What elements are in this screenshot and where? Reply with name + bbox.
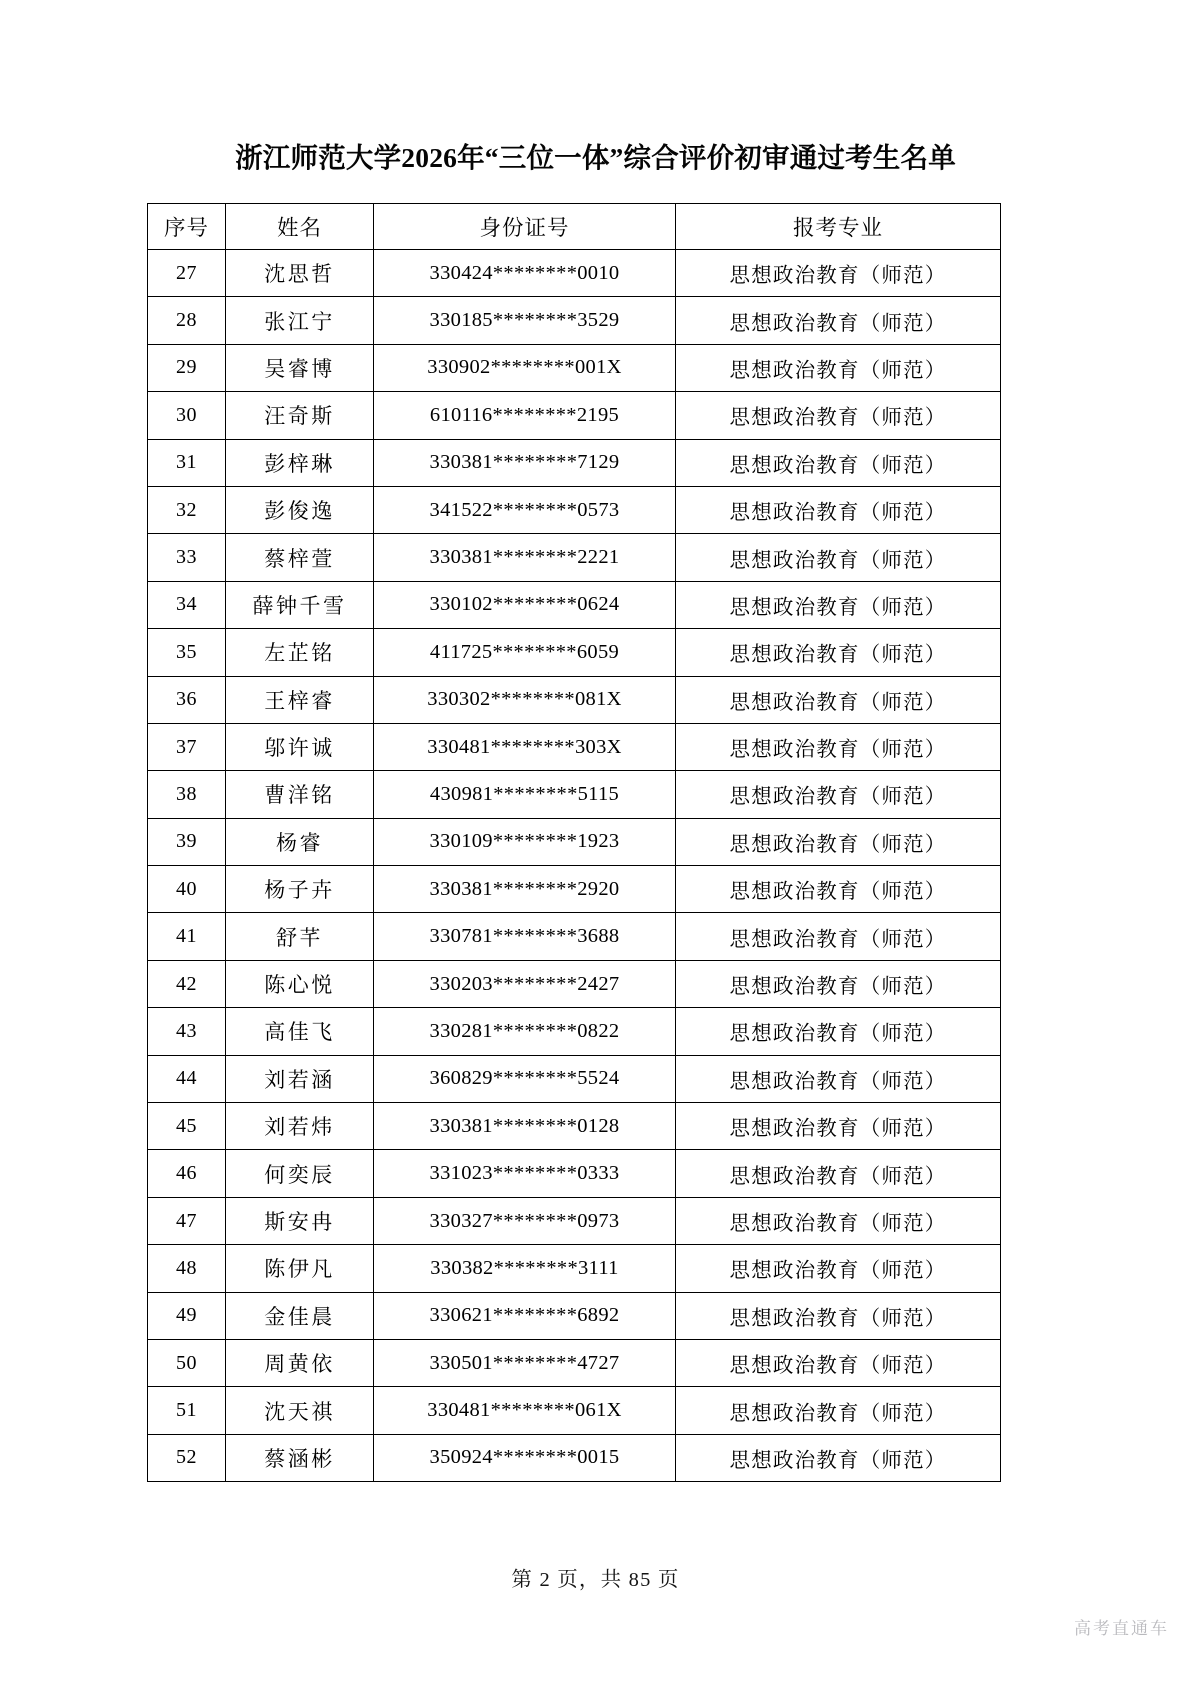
cell-id-number: 330781********3688 [374,913,676,960]
cell-index: 34 [148,581,226,628]
cell-id-number: 330109********1923 [374,818,676,865]
cell-index: 48 [148,1245,226,1292]
cell-id-number: 330902********001X [374,344,676,391]
cell-index: 46 [148,1150,226,1197]
cell-name: 王梓睿 [226,676,374,723]
cell-index: 39 [148,818,226,865]
cell-index: 49 [148,1292,226,1339]
cell-id-number: 350924********0015 [374,1434,676,1481]
cell-major: 思想政治教育（师范） [676,250,1001,297]
table-row [148,392,1001,439]
table-row [148,960,1001,1007]
table-row [148,1245,1001,1292]
cell-index: 31 [148,439,226,486]
column-header-index: 序号 [148,204,226,250]
cell-name: 杨睿 [226,818,374,865]
cell-index: 40 [148,866,226,913]
cell-major: 思想政治教育（师范） [676,1103,1001,1150]
cell-name: 汪奇斯 [226,392,374,439]
table-row [148,297,1001,344]
cell-id-number: 330381********2221 [374,534,676,581]
cell-name: 蔡涵彬 [226,1434,374,1481]
cell-index: 42 [148,960,226,1007]
cell-id-number: 330381********2920 [374,866,676,913]
cell-major: 思想政治教育（师范） [676,629,1001,676]
table-row [148,723,1001,770]
cell-index: 30 [148,392,226,439]
candidate-roster-table [147,203,1001,1482]
cell-name: 高佳飞 [226,1008,374,1055]
cell-major: 思想政治教育（师范） [676,439,1001,486]
cell-id-number: 330501********4727 [374,1339,676,1386]
cell-id-number: 411725********6059 [374,629,676,676]
table-row [148,913,1001,960]
cell-index: 36 [148,676,226,723]
cell-name: 何奕辰 [226,1150,374,1197]
cell-major: 思想政治教育（师范） [676,866,1001,913]
cell-index: 44 [148,1055,226,1102]
cell-name: 沈思哲 [226,250,374,297]
cell-major: 思想政治教育（师范） [676,960,1001,1007]
cell-name: 张江宁 [226,297,374,344]
table-row [148,1197,1001,1244]
cell-id-number: 331023********0333 [374,1150,676,1197]
cell-name: 杨子卉 [226,866,374,913]
cell-index: 51 [148,1387,226,1434]
cell-index: 33 [148,534,226,581]
cell-major: 思想政治教育（师范） [676,534,1001,581]
cell-name: 彭俊逸 [226,486,374,533]
cell-index: 29 [148,344,226,391]
cell-id-number: 330281********0822 [374,1008,676,1055]
cell-major: 思想政治教育（师范） [676,1387,1001,1434]
cell-name: 刘若炜 [226,1103,374,1150]
cell-index: 32 [148,486,226,533]
table-row [148,1434,1001,1481]
cell-major: 思想政治教育（师范） [676,392,1001,439]
cell-name: 吴睿博 [226,344,374,391]
cell-name: 陈伊凡 [226,1245,374,1292]
cell-major: 思想政治教育（师范） [676,581,1001,628]
cell-index: 52 [148,1434,226,1481]
cell-major: 思想政治教育（师范） [676,913,1001,960]
cell-id-number: 430981********5115 [374,771,676,818]
cell-index: 47 [148,1197,226,1244]
column-header-id-number: 身份证号 [374,204,676,250]
table-row [148,1055,1001,1102]
table-row [148,344,1001,391]
cell-name: 陈心悦 [226,960,374,1007]
cell-id-number: 330102********0624 [374,581,676,628]
cell-name: 舒芊 [226,913,374,960]
cell-major: 思想政治教育（师范） [676,1339,1001,1386]
cell-index: 37 [148,723,226,770]
table-body [148,250,1001,1482]
cell-major: 思想政治教育（师范） [676,1008,1001,1055]
column-header-major: 报考专业 [676,204,1001,250]
cell-id-number: 330424********0010 [374,250,676,297]
cell-index: 50 [148,1339,226,1386]
cell-id-number: 330327********0973 [374,1197,676,1244]
cell-id-number: 330381********0128 [374,1103,676,1150]
cell-id-number: 330382********3111 [374,1245,676,1292]
cell-major: 思想政治教育（师范） [676,723,1001,770]
table-row [148,676,1001,723]
table-header-row [148,204,1001,250]
cell-id-number: 610116********2195 [374,392,676,439]
cell-id-number: 360829********5524 [374,1055,676,1102]
cell-id-number: 330203********2427 [374,960,676,1007]
cell-major: 思想政治教育（师范） [676,1292,1001,1339]
cell-name: 金佳晨 [226,1292,374,1339]
cell-name: 蔡梓萱 [226,534,374,581]
table-row [148,1008,1001,1055]
table-row [148,1339,1001,1386]
cell-major: 思想政治教育（师范） [676,1055,1001,1102]
cell-name: 彭梓琳 [226,439,374,486]
cell-name: 刘若涵 [226,1055,374,1102]
table-row [148,439,1001,486]
cell-major: 思想政治教育（师范） [676,1434,1001,1481]
cell-major: 思想政治教育（师范） [676,344,1001,391]
cell-major: 思想政治教育（师范） [676,1150,1001,1197]
table-row [148,771,1001,818]
cell-major: 思想政治教育（师范） [676,818,1001,865]
table-row [148,486,1001,533]
cell-name: 周黄依 [226,1339,374,1386]
table-row [148,1387,1001,1434]
table-row [148,818,1001,865]
table-row [148,1292,1001,1339]
cell-name: 左芷铭 [226,629,374,676]
page-number-footer: 第 2 页，共 85 页 [511,1569,680,1591]
cell-index: 28 [148,297,226,344]
cell-id-number: 330185********3529 [374,297,676,344]
cell-major: 思想政治教育（师范） [676,771,1001,818]
cell-name: 曹洋铭 [226,771,374,818]
cell-name: 沈天祺 [226,1387,374,1434]
cell-id-number: 330481********061X [374,1387,676,1434]
cell-index: 43 [148,1008,226,1055]
table-row [148,534,1001,581]
cell-index: 38 [148,771,226,818]
cell-name: 斯安冉 [226,1197,374,1244]
cell-id-number: 330481********303X [374,723,676,770]
cell-name: 薛钟千雪 [226,581,374,628]
cell-major: 思想政治教育（师范） [676,1197,1001,1244]
table-row [148,250,1001,297]
table-row [148,1103,1001,1150]
column-header-name: 姓名 [226,204,374,250]
cell-major: 思想政治教育（师范） [676,676,1001,723]
cell-major: 思想政治教育（师范） [676,1245,1001,1292]
cell-name: 邬许诚 [226,723,374,770]
cell-index: 27 [148,250,226,297]
cell-id-number: 330381********7129 [374,439,676,486]
page-title: 浙江师范大学2026年“三位一体”综合评价初审通过考生名单 [235,142,956,173]
table-row [148,1150,1001,1197]
cell-index: 45 [148,1103,226,1150]
watermark-label: 高考直通车 [1074,1619,1169,1638]
table-row [148,866,1001,913]
table-row [148,581,1001,628]
cell-major: 思想政治教育（师范） [676,297,1001,344]
cell-id-number: 341522********0573 [374,486,676,533]
cell-id-number: 330621********6892 [374,1292,676,1339]
cell-major: 思想政治教育（师范） [676,486,1001,533]
cell-index: 41 [148,913,226,960]
table-row [148,629,1001,676]
cell-id-number: 330302********081X [374,676,676,723]
cell-index: 35 [148,629,226,676]
